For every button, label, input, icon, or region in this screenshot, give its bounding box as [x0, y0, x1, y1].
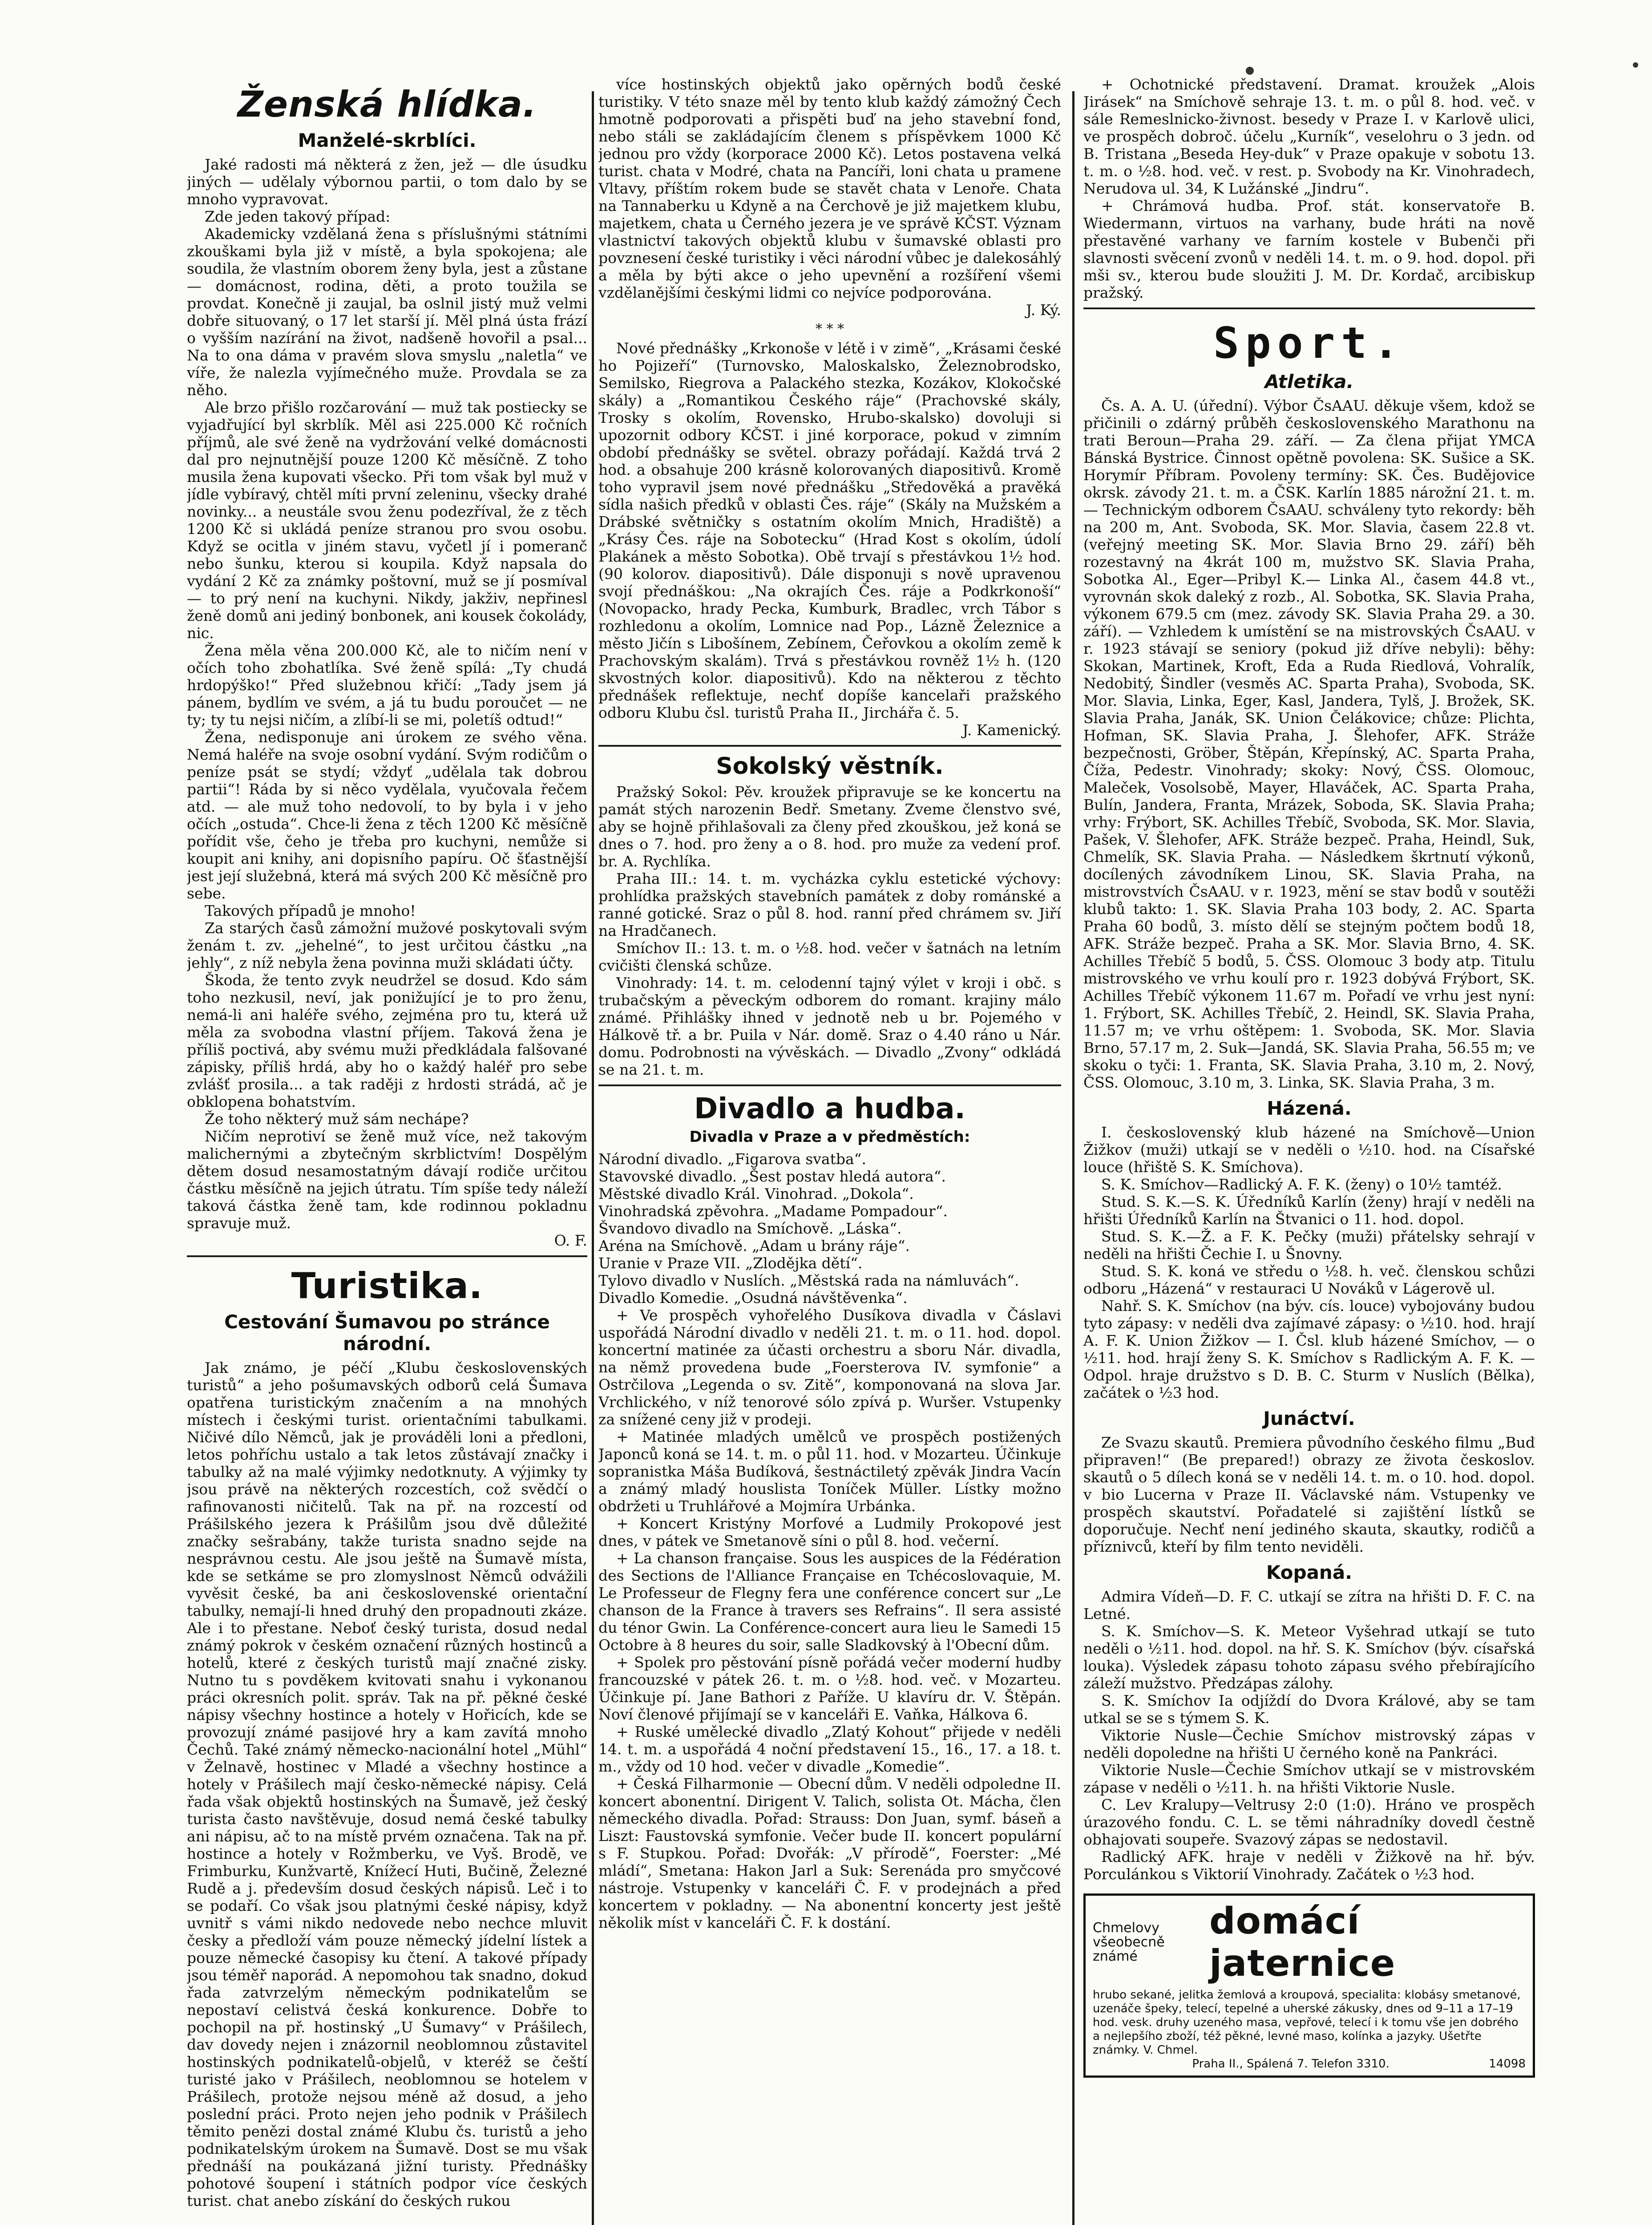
paragraph: + La chanson française. Sous les auspices de la Fédération des Sections de l'Alliance Française en Tchécoslovaquie, M. Le Professeur de Flegny fera une conférence concert sur „Le chanson de la France à travers ses Refrains“. Il sera assisté du ténor Gwin. La Conférence-concert aura lieu le Samedi 15 Octobre à 8 heures du soir, salle Sladkovský à l'Obecní dům.: [598, 1549, 1061, 1654]
section-subtitle-kopana: Kopaná.: [1266, 1562, 1353, 1583]
paragraph: Smíchov II.: 13. t. m. o ½8. hod. večer v šatnách na letním cvičišti členská schůze.: [598, 939, 1061, 974]
column-1: [187, 76, 587, 2209]
paragraph: Jaké radosti má některá z žen, jež — dle úsudku jiných — udělaly výbornou partii, o tom dalo by se mnoho vypravovat.: [187, 156, 587, 208]
paragraph: Žena, nedisponuje ani úrokem ze svého věna. Nemá haléře na svoje osobní vydání. Svým rodičům o peníze psát se stydí; vždyť „udělala tak dobrou partii“! Ráda by si něco vydělala, vyučovala řečem atd. — ale muž toho nedovolí, to by byla i v jeho očích „ostuda“. Chce-li žena z těch 1200 Kč měsíčně pořídit vše, čeho je třeba pro kuchyni, nemůže si koupit ani knihy, ani dopisního papíru. Oč šťastnější jest její služebná, která má svých 200 Kč měsíčně pro sebe.: [187, 728, 587, 902]
article-signature: O. F.: [554, 1232, 587, 1249]
scan-speck: [1246, 67, 1254, 75]
ad-header: [1093, 1900, 1526, 1985]
article-subhead: Cestování Šumavou po stránce národní.: [224, 1311, 550, 1355]
article-body-turistika: [187, 1359, 587, 2209]
separator-stars: * * *: [815, 321, 844, 337]
paragraph: I. československý klub házené na Smíchově—Union Žižkov (muži) utkají se v neděli o ½10. hod. na Císařské louce (hřiště S. K. Smíchova).: [1083, 1124, 1535, 1176]
article-subhead: Divadla v Praze a v předměstích:: [689, 1128, 970, 1146]
paragraph: Zde jeden takový případ:: [205, 208, 391, 225]
section-divider: [598, 745, 1061, 747]
column-rule: [1072, 91, 1074, 2225]
paragraph: Čs. A. A. U. (úřední). Výbor ČsAAU. děkuje všem, kdož se přičinili o zdárný průběh československého Marathonu na trati Beroun—Praha 29. září. — Za člena přijat YMCA Bánská Bystrice. Činnost opětně povolena: SK. Sušice a SK. Horymír Příbram. Povoleny termíny: SK. Čes. Budějovice okrsk. závody 21. t. m. a ČSK. Karlín 1885 nárožní 21. t. m. — Technickým odborem ČsAAU. schváleny tyto rekordy: běh na 200 m, Ant. Svoboda, SK. Mor. Slavia, časem 22.8 vt. (veřejný meeting SK. Mor. Slavia Brno 29. září) běh rozestavný na 4krát 100 m, mužstvo SK. Slavia Praha, Sobotka Al., Eger—Pribyl K.— Linka Al., časem 44.8 vt., vyrovnán skok daleký z rozb., Al. Sobotka, SK. Slavia Praha, výkonem 679.5 cm (mez. závody SK. Slavia Praha 29. a 30. září). — Vzhledem k umístění se na mistrovských ČsAAU. v r. 1923 stávají se seniory (pokud již dříve nebyli): běhy: Skokan, Martinek, Kroft, Eda a Ruda Riedlová, Vohralík, Nedobitý, Šindler (vesměs AC. Sparta Praha), Svoboda, SK. Mor. Slavia, Linka, Eger, Kasl, Jandera, Tylš, J. Brožek, SK. Slavia Praha, Janák, SK. Union Čelákovice; chůze: Plichta, Hofman, SK. Slavia Praha, J. Šlehofer, AFK. Stráže bezpečnosti, Gröber, Štěpán, Křepínský, AC. Sparta Praha, Číža, Pedestr. Vinohrady; skoky: Nový, ČSS. Olomouc, Maleček, Vosolsobě, Mayer, Hlaváček, AC. Sparta Praha, Bulín, Jandera, Franta, Mrázek, Soboda, SK. Slavia Praha; vrhy: Frýbort, SK. Achilles Třebíč, Svoboda, SK. Mor. Slavia, Pašek, V. Šlehofer, AFK. Stráže bezpeč. Praha, Heindl, Suk, Chmelík, SK. Slavia Praha. — Následkem škrtnutí výkonů, docílených závodníkem Linou, SK. Slavia Praha, na mistrovstvích ČsAAU. v r. 1923, mění se stav bodů v soutěži klubů takto: 1. SK. Slavia Praha 103 body, 2. AC. Sparta Praha 60 bodů, 3. místo dělí se stejným počtem bodů 18, AFK. Stráže bezpeč. Praha a SK. Mor. Slavia Brno, 4. SK. Achilles Třebíč 5 bodů, 5. ČSS. Olomouc 3 body atp. Titulu mistrovského ve vrhu koulí pro r. 1923 dobývá Frýbort, SK. Achilles Třebíč výkonem 11.67 m. Pořadí ve vrhu jest nyní: 1. Frýbort, SK. Achilles Třebíč, 2. Heindl, SK. Slavia Praha, 11.57 m; ve vrhu oštěpem: 1. Svoboda, SK. Mor. Slavia Brno, 57.17 m, 2. Suk—Jandá, SK. Slavia Praha, 56.55 m; ve skoku o tyči: 1. Franta, SK. Slavia Praha, 3.10 m, 2. Nový, ČSS. Olomouc, 3.10 m, 3. Linka, SK. Slavia Praha, 3 m.: [1083, 397, 1535, 1091]
paragraph: Že toho některý muž sám nechápe?: [205, 1110, 469, 1128]
article-signature: J. Kamenický.: [962, 721, 1061, 739]
section-title-sokolsky-vestnik: Sokolský věstník.: [716, 753, 944, 780]
section-subtitle-atletika: Atletika.: [1264, 371, 1354, 392]
theatre-listing: [598, 1150, 1061, 1307]
list-item: Národní divadlo. „Figarova svatba“.: [598, 1150, 867, 1168]
advertisement-jaternice: [1083, 1893, 1535, 2078]
paragraph: + Matinée mladých umělců ve prospěch postižených Japonců koná se 14. t. m. o půl 11. hod. v Mozarteu. Účinkuje sopranistka Máša Budíková, šestnáctiletý zpěvák Jindra Vacín a známý mladý houslista Toníček Müller. Lístky možno obdržeti u Truhlářové a Mojmíra Urbánka.: [598, 1428, 1061, 1515]
paragraph: Admira Vídeň—D. F. C. utkají se zítra na hřišti D. F. C. na Letné.: [1083, 1588, 1535, 1622]
column-2: [598, 76, 1061, 1931]
list-item: Švandovo divadlo na Smíchově. „Láska“.: [598, 1220, 902, 1237]
section-subtitle-junactvi: Junáctví.: [1263, 1408, 1355, 1429]
article-subhead: Manželé-skrblíci.: [298, 129, 477, 151]
ad-footer: [1093, 2057, 1526, 2071]
article-body-zenska: [187, 156, 587, 1249]
paragraph: Ze Svazu skautů. Premiera původního českého filmu „Buď připraven!“ (Be prepared!) obrazy ze života českoslov. skautů o 5 dílech koná se v neděli 14. t. m. o 10. hod. dopol. v bio Lucerna v Praze II. Václavské nám. Vstupenky ve prospěch skautství. Pořadatelé si zajištění lístků se doporučuje. Nechť není jediného skauta, skautky, rodičů a příznivců, kteří by film tento neviděli.: [1083, 1434, 1535, 1555]
paragraph: Praha III.: 14. t. m. vycházka cyklu estetické výchovy: prohlídka pražských stavebních památek z doby románské a ranné gotické. Sraz o půl 8. hod. ranní před chrámem sv. Jiří na Hradčanech.: [598, 870, 1061, 939]
paragraph: + Koncert Kristýny Morfové a Ludmily Prokopové jest dnes, v pátek ve Smetanově síni o půl 8. hod. večerní.: [598, 1515, 1061, 1549]
paragraph: S. K. Smíchov Ia odjíždí do Dvora Králové, aby se tam utkal se se s týmem S. K.: [1083, 1692, 1535, 1727]
paragraph: Stud. S. K.—S. K. Úředníků Karlín (ženy) hrají v neděli na hřišti Úředníků Karlín na Štvanici o 11. hod. dopol.: [1083, 1193, 1535, 1228]
paragraph: Nové přednášky „Krkonoše v létě i v zimě“, „Krásami české ho Pojizeří“ (Turnovsko, Maloskalsko, Železnobrodsko, Semilsko, Riegrova a Palackého stezka, Kozákov, Klokočské skály) a „Romantikou Českého ráje“ (Prachovské skály, Trosky s okolím, Rovensko, Hrubo-skalsko) dovoluji si upozornit odbory KČST. i jiné korporace, pokud v zimním období přednášky se světel. obrazy pořádají. Každá trvá 2 hod. a obsahuje 200 krásně kolorovaných diapositivů. Kromě toho vypravil jsem nové přednášku „Středověká a pravěká sídla našich předků v oblasti Čes. ráje“ (Skály na Mužském a Drábské světničky s ostatním okolím Mnich, Hradiště) a „Krásy Čes. ráje na Sobotecku“ (Hrad Kost s okolím, údolí Plakánek a město Sobotka). Obě trvají s přestávkou 1½ hod. (90 kolorov. diapositivů). Dále disponuji s nově upravenou svojí přednáškou: „Na okrajích Čes. ráje a Podkrkonoší“ (Novopacko, hrady Pecka, Kumburk, Bradlec, vrch Tábor s rozhledonu a okolím, Lomnice nad Pop., Lázně Železnice a město Jičín s Libošínem, Zebínem, Čeřovkou a okolím země k Prachovským skalám). Trvá s přestávkou rovněž 1½ h. (120 skvostných kolor. diapositivů). Kdo na některou z těchto přednášek reflektuje, nechť dopíše kancelaři pražského odboru Klubu čsl. turistů Praha II., Jirchářa č. 5.: [598, 340, 1061, 721]
paragraph: Akademicky vzdělaná žena s příslušnými státními zkouškami byla již v místě, a byla spokojena; ale soudila, že vlastním oborem ženy byla, jest a zůstane — domácnost, rodina, děti, a proto toužila se provdat. Konečně ji zaujal, ba oslnil jistý muž velmi dobře situovaný, o 17 let starší jí. Měl plná ústa frází o vyšším nazírání na život, nadšeně hovořil a psal... Na to ona dáma v pravém slova smyslu „naletla“ ve víře, že nalezla vyjímečného muže. Provdala se za něho.: [187, 225, 587, 399]
paragraph: S. K. Smíchov—Radlický A. F. K. (ženy) o 10½ tamtéž.: [1101, 1176, 1502, 1193]
list-item: Tylovo divadlo v Nuslích. „Městská rada na námluvách“.: [598, 1272, 1019, 1289]
paragraph: Za starých časů zámožní mužové poskytovali svým ženám t. zv. „jehelné“, to jest určitou částku „na jehly“, z níž nebyla žena povinna muži skládati účty.: [187, 919, 587, 971]
paragraph: více hostinských objektů jako opěrných bodů české turistiky. V této snaze měl by tento klub každý zámožný Čech hmotně podporovati a přispěti buď na jeho stavební fond, nebo stáli se zakládajícím členem s příspěvkem 1000 Kč jednou pro vždy (korporace 2000 Kč). Letos postavena velká turist. chata v Modré, chata na Pancíři, loni chata u pramene Vltavy, příštím rokem bude se stavět chata v Lenoře. Chata na Tannaberku u Kdyně a na Čerchově je již majetkem klubu, majetkem, chata u Černého jezera je ve správě KČST. Význam vlastnictví takových objektů klubu v šumavské oblasti pro povznesení české turistiky i věci národní vůbec je dalekosáhlý a měla by býti akce o jeho upevnění a rozšíření všemi vzdělanějšími českými lidmi co nejvíce podporována.: [598, 76, 1061, 301]
section-divider: [1083, 307, 1535, 309]
paragraph: Ale brzo přišlo rozčarování — muž tak postiecky se vyjadřující byl skrblík. Měl asi 225.000 Kč ročních příjmů, ale své ženě na vydržování velké domácnosti dal pro nejnutnější pouze 1200 Kč měsíčně. Z toho musila žena kupovati všecko. Při tom však byl muž v jídle vybíravý, chtěl míti první zeleninu, všecky drahé novinky... a neustále svou ženu podezříval, že z těch 1200 Kč si ukládá peníze stranou pro svou osobu. Když se ocitla v jiném stavu, vyčetl jí i pomeranč nebo šunku, kterou si koupila. Když napsala do vydání 2 Kč za známky poštovní, muž se jí posmíval — to prý není na kuchyni. Nikdy, jakživ, nepřinesl ženě domů ani jediný bonbonek, ani kousek čokolády, nic.: [187, 399, 587, 642]
paragraph: Viktorie Nusle—Čechie Smíchov utkají se v mistrovském zápase v neděli o ½11. h. na hřišti Viktorie Nusle.: [1083, 1761, 1535, 1796]
paragraph: Ničím neprotiví se ženě muž více, než takovým malichernými a zbytečným skrblictvím! Dospělým dětem dosud nesamostatným dávají rodiče určitou částku měsíčně na jejich útratu. Tím spíše tedy náleží taková částka ženě tam, kde rodinnou pokladnu spravuje muž.: [187, 1128, 587, 1232]
paragraph: Radlický AFK. hraje v neděli v Žižkově na hř. býv. Porculánkou s Viktorií Vinohrady. Začátek o ½3 hod.: [1083, 1848, 1535, 1883]
section-title-sport: Sport.: [1213, 318, 1405, 368]
paragraph: Stud. S. K.—Ž. a F. K. Pečky (muži) přátelsky sehrají v neděli na hřišti Čechie I. u Šnovny.: [1083, 1228, 1535, 1262]
ad-headline: domácí jaternice: [1209, 1900, 1396, 1985]
list-item: Stavovské divadlo. „Šest postav hledá autora“.: [598, 1168, 946, 1185]
ad-brand-line: všeobecně známé: [1093, 1934, 1165, 1964]
paragraph: Škoda, že tento zvyk neudržel se dosud. Kdo sám toho nezkusil, neví, jak ponižující je to pro ženu, nemá-li ani haléře svého, zejména pro tu, která už měla za svobodna vlastní příjem. Taková žena je příliš poctivá, aby svému muži předkládala falšované zápisky, příliš hrdá, aby ho o každý haléř pro sebe zvlášť prosila... a tak raději z hrdosti strádá, ač je obklopena bohatstvím.: [187, 971, 587, 1110]
paragraph: Vinohrady: 14. t. m. celodenní tajný výlet v kroji i obč. s trubačským a pěveckým odborem do romant. krajiny málo známé. Přihlášky ihned v jednotě neb u br. Pojemého v Hálkově tř. a br. Puila v Nár. domě. Sraz o 4.40 ráno u Nár. domu. Podrobnosti na vývěskách. — Divadlo „Zvony“ odkládá se na 21. t. m.: [598, 974, 1061, 1078]
column-rule: [592, 91, 594, 2225]
ad-body: hrubo sekané, jelitka žemlová a kroupová, specialita: klobásy smetanové, uzenáče špeky, telecí, tepelné a uherské zákusky, dnes od 9–11 a 17–19 hod. vesk. druhy uzeného masa, vepřové, telecí i k tomu vše jen dobrého a nejlepšího zboží, též pěkné, levné maso, kolínka a jazyky. Ušetřte známky. V. Chmel.: [1093, 1988, 1521, 2057]
section-divider: [598, 1084, 1061, 1086]
section-title-divadlo-a-hudba: Divadlo a hudba.: [694, 1092, 965, 1125]
paragraph: Jak známo, je péčí „Klubu československých turistů“ a jeho pošumavských odborů celá Šumava opatřena turistickým značením a na mnohých místech i českými turist. orientačními tabulkami. Ničivé dílo Němců, jak je prováděli loni a předloni, letos pohříchu ustalo a tak letos zůstávají značky i tabulky až na malé výjimky nedotknuty. A výjimky ty jsou právě na některých rozcestích, což svědčí o rafinovanosti ničitelů. Tak na př. na rozcestí od Prášilského jezera k Prášilům jsou dvě důležité značky sešrabány, takže turista snadno sejde na nesprávnou cestu. Ale jsou ještě na Šumavě místa, kde se setkáme se pro zlomyslnost Němců odvážili vyvěsit české, ba ani československé orientační tabulky, nemají-li hned druhý den propadnouti zkáze. Ale i to přestane. Neboť český turista, dosud nedal známý pokrok v českém označení různých hostinců a hotelů, které z českých turistů mají značné zisky. Nutno tu s povděkem kvitovati snahu i vykonanou práci okresních polit. správ. Tak na př. pěkné české nápisy všechny hostince a hotely v Hořicích, kde se provozují známé pasijové hry a kam zavítá mnoho Čechů. Také známý německo-nacionální hotel „Mühl“ v Želnavě, hostinec v Mladé a všechny hostince a hotely v Prášilech mají česko-německé nápisy. Celá řada však objektů hostinských na Šumavě, jež český turista často navštěvuje, dosud nemá české tabulky ani nápisu, ač to na místě prvém označena. Tak na př. hostince a hotely v Rožmberku, ve Vyš. Brodě, ve Frimburku, Kunžvartě, Knížecí Huti, Bučině, Železné Rudě a j. především dosud českých nápisů. Leč i to se podaří. Co však jsou platnými české nápisy, když uvnitř s vámi nikdo nedovede nebo nechce mluvit česky a předloží vám pouze německý jídelní lístek a pouze německé časopisy ku čtení. A takové případy jsou téměř naporád. A nepomohou tak snadno, dokud řada zatvrzelým německým podnikatelům se nepostaví celistvá česká konkurence. Dobře to pochopil na př. hostinský „U Šumavy“ v Prášilech, dav dovedy nejen i znázornil neoblomnou zůstavitel hostinských podnikatelů-objelů, v kteréž se čeští turisté jako v Prášilech, neoblomnou se hotelem v Prášilech, protože nejsou méně až dosud, a jeho poslední práci. Proto nejen jeho podnik v Prášilech těmito penězi dostal známé Klubu čs. turistů a jeho podnikatelským úrokem na Šumavě. Dost se mu však přednáší na poukázaná jižní turisty. Přednášky pohotové šoupení i státních podpor více českých turist. chat anebo získání do českých rukou: [187, 1359, 587, 2209]
ad-code: 14098: [1489, 2057, 1526, 2071]
paragraph: + Chrámová hudba. Prof. stát. konservatoře B. Wiedermann, virtuos na varhany, bude hráti na nově přestavěné varhany ve farním kostele v Bubenči při slavnosti svěcení zvonů v neděli 14. t. m. o 9. hod. dopol. při mši sv., kterou bude sloužiti J. M. Dr. Kordač, arcibiskup pražský.: [1083, 197, 1535, 301]
paragraph: + Ve prospěch vyhořelého Dusíkova divadla v Čáslavi uspořádá Národní divadlo v neděli 21. t. m. o 11. hod. dopol. koncertní matinée za účasti orchestru a sboru Nár. divadla, na němž provedena bude „Foersterova IV. symfonie“ a Ostrčilova „Legenda o sv. Zitě“, komponovaná na slova Jar. Vrchlického, v níž tenorové sólo zpívá p. Wuršer. Vstupenky za snížené ceny již v prodeji.: [598, 1307, 1061, 1428]
section-subtitle-hazena: Házená.: [1267, 1097, 1352, 1119]
paragraph: Viktorie Nusle—Čechie Smíchov mistrovský zápas v neděli dopoledne na hřišti U černého koně na Pankráci.: [1083, 1727, 1535, 1761]
list-item: Městské divadlo Král. Vinohrad. „Dokola“.: [598, 1185, 914, 1202]
paragraph: Žena měla věna 200.000 Kč, ale to ničím není v očích toho zbohatlíka. Své ženě spílá: „Ty chudá hrdopýško!“ Před služebnou křičí: „Tady jsem já pánem, bydlím ve svém, a já tu budu poroučet — ne ty; ty tu nejsi ničím, a zlíbí-li se mi, poletíš odtud!“: [187, 642, 587, 728]
list-item: Divadlo Komedie. „Osudná návštěvenka“.: [598, 1289, 908, 1307]
paragraph: Takových případů je mnoho!: [205, 902, 416, 919]
paragraph: + Spolek pro pěstování písně pořádá večer moderní hudby francouzské v pátek 26. t. m. o ½8. hod. več. v Mozarteu. Účinkuje pí. Jane Bathori z Paříže. U klavíru dr. V. Štěpán. Noví členové přijímají se v kanceláři E. Vaňka, Hálkova 6.: [598, 1654, 1061, 1723]
paragraph: + Ochotnické představení. Dramat. kroužek „Alois Jirásek“ na Smíchově sehraje 13. t. m. o půl 8. hod. več. v sále Remeslnicko-živnost. besedy v Praze I. v Karlově ulici, ve prospěch dobroč. účelu „Kurník“, veselohru o 3 jedn. od B. Tristana „Beseda Hey-duk“ v Praze opakuje v sobotu 13. t. m. o ½8. hod. več. v rest. p. Svobody na Kr. Vinohradech, Nerudova ul. 34, K Lužánské „Jindru“.: [1083, 76, 1535, 197]
paragraph: Stud. S. K. koná ve středu o ½8. h. več. členskou schůzi odboru „Házená“ v restauraci U Nováků v Lágerově ul.: [1083, 1262, 1535, 1297]
article-signature: J. Ký.: [1026, 301, 1061, 319]
column-3: [1083, 76, 1535, 2078]
list-item: Uranie v Praze VII. „Zlodějka dětí“.: [598, 1254, 863, 1272]
paragraph: Pražský Sokol: Pěv. kroužek připravuje se ke koncertu na památ stých narozenin Bedř. Smetany. Zveme členstvo své, aby se hojně přihlašovali za členy před zkouškou, jež koná se dnes o 7. hod. pro ženy a o 8. hod. pro muže za vedení prof. br. A. Rychlíka.: [598, 783, 1061, 870]
list-item: Vinohradská zpěvohra. „Madame Pompadour“.: [598, 1202, 948, 1220]
section-divider: [187, 1255, 587, 1257]
section-title-zenska-hlidka: Ženská hlídka.: [237, 84, 537, 125]
ad-brand: [1093, 1921, 1202, 1964]
paragraph: Nahř. S. K. Smíchov (na býv. cís. louce) vybojovány budou tyto zápasy: v neděli dva zajímavé zápasy: o ½10. hod. hrají A. F. K. Union Žižkov — I. Čsl. klub házené Smíchov, — o ½11. hod. hrají ženy S. K. Smíchov s Radlickým A. F. K. — Odpol. hraje družstvo s D. B. C. Sturm v Nuslích (Bělka), začátek o ½3 hod.: [1083, 1297, 1535, 1401]
list-item: Aréna na Smíchově. „Adam u brány ráje“.: [598, 1237, 910, 1254]
section-title-turistika: Turistika.: [291, 1265, 483, 1307]
paragraph: + Ruské umělecké divadlo „Zlatý Kohout“ přijede v neděli 14. t. m. a uspořádá 4 noční představení 15., 16., 17. a 18. t. m., vždy od 10 hod. večer v divadle „Komedie“.: [598, 1723, 1061, 1775]
paragraph: + Česká Filharmonie — Obecní dům. V neděli odpoledne II. koncert abonentní. Dirigent V. Talich, solista Ot. Mácha, člen německého divadla. Pořad: Strauss: Don Juan, symf. báseň a Liszt: Faustovská symfonie. Večer bude II. koncert populární s F. Stupkou. Pořad: Dvořák: „V přírodě“, Foerster: „Mé mládí“, Smetana: Hakon Jarl a Suk: Serenáda pro smyčcové nástroje. Vstupenky v kanceláři Č. F. v prodejnách a před koncertem v pokladny. — Na abonentní koncerty jest ještě několik míst v kanceláři Č. F. k dostání.: [598, 1775, 1061, 1931]
ad-address: Praha II., Spálená 7. Telefon 3310.: [1192, 2057, 1389, 2071]
ad-brand-line: Chmelovy: [1093, 1920, 1159, 1936]
paragraph: S. K. Smíchov—S. K. Meteor Vyšehrad utkají se tuto neděli o ½11. hod. dopol. na hř. S. K. Smíchov (býv. císařská louka). Výsledek zápasu tohoto zápasu svého přebírajícího záleží mužstvo. Předzápas zálohy.: [1083, 1622, 1535, 1692]
scan-speck: [1633, 62, 1638, 68]
paragraph: C. Lev Kralupy—Veltrusy 2:0 (1:0). Hráno ve prospěch úrazového fondu. C. L. se těmi náhradníky dovedl čestně obhajovati soupeře. Svazový zápas se nedostavil.: [1083, 1796, 1535, 1848]
